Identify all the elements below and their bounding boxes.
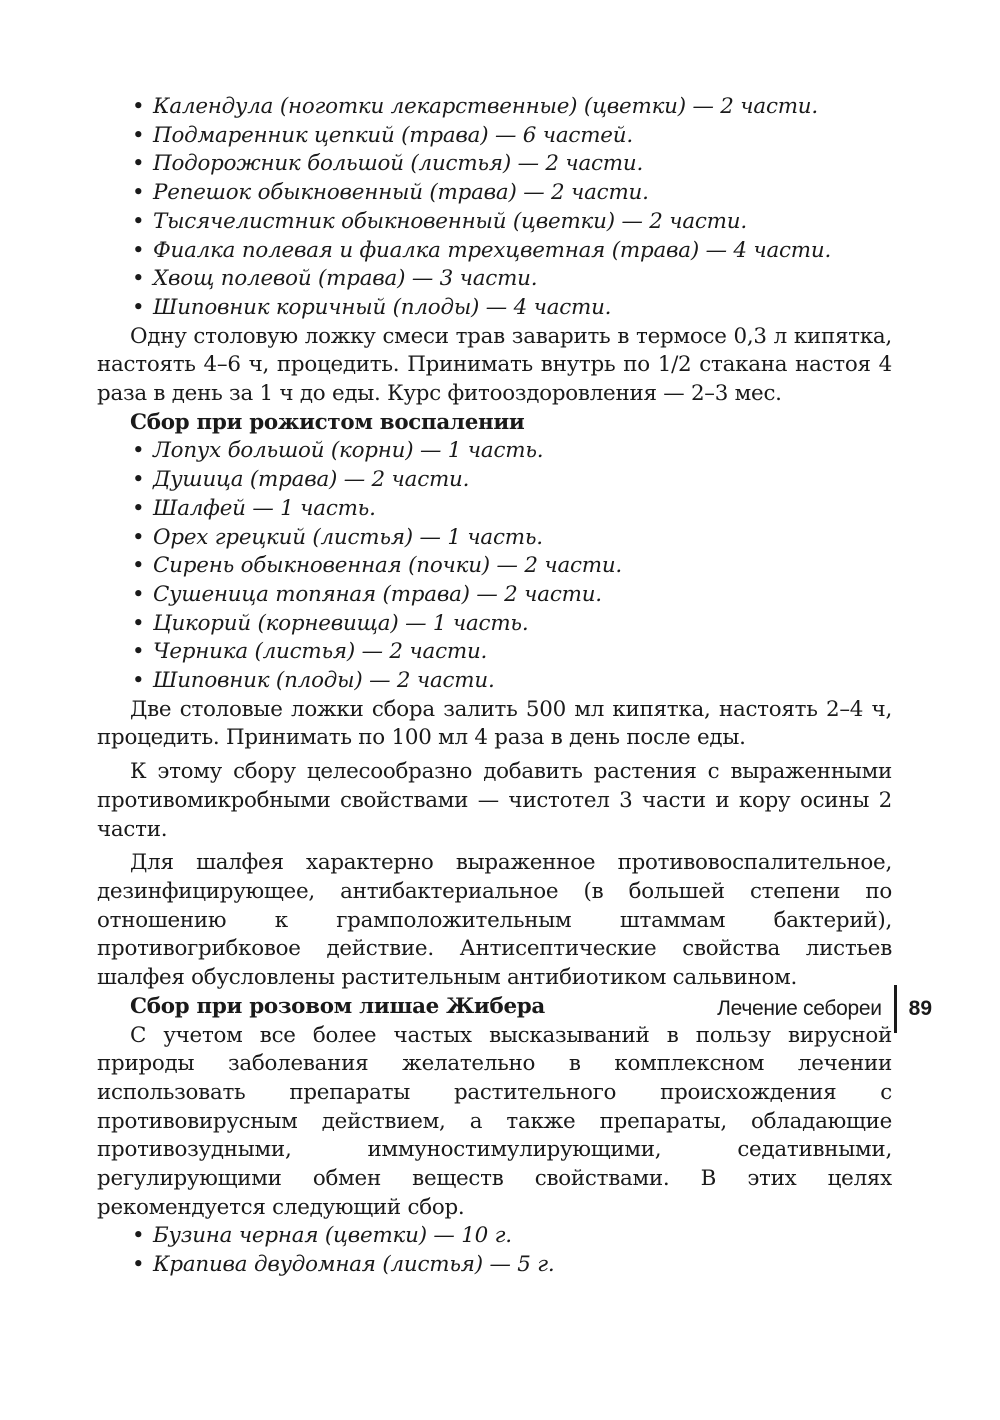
list-item: • Репешок обыкновенный (трава) — 2 части. — [97, 179, 892, 208]
list-item: • Шиповник (плоды) — 2 части. — [97, 667, 892, 696]
herb-list-2 — [97, 437, 892, 695]
section-heading-pityriasis-rosea: Сбор при розовом лишае Жибера — [130, 993, 545, 1019]
list-item: • Крапива двудомная (листья) — 5 г. — [97, 1251, 892, 1280]
paragraph-collection-instructions: Две столовые ложки сбора залить 500 мл кипятка, настоять 2–4 ч, процедить. Принимать по 100 мл 4 раза в день после еды. — [97, 696, 892, 751]
list-item: • Шиповник коричный (плоды) — 4 части. — [97, 294, 892, 323]
list-item: • Тысячелистник обыкновенный (цветки) — 2 части. — [97, 208, 892, 237]
list-item: • Цикорий (корневища) — 1 часть. — [97, 610, 892, 639]
page-number: 89 — [908, 997, 932, 1020]
list-item: • Подорожник большой (листья) — 2 части. — [97, 150, 892, 179]
list-item: • Бузина черная (цветки) — 10 г. — [97, 1222, 892, 1251]
paragraph-additional-plants: К этому сбору целесообразно добавить растения с выраженными противомикробными свойствами — чистотел 3 части и кору осины 2 части. — [97, 759, 892, 842]
herb-list-1 — [97, 93, 892, 323]
list-item: • Сирень обыкновенная (почки) — 2 части. — [97, 552, 892, 581]
list-item: • Фиалка полевая и фиалка трехцветная (трава) — 4 части. — [97, 237, 892, 266]
section-heading-erysipelas: Сбор при рожистом воспалении — [130, 409, 525, 435]
herb-list-3 — [97, 1222, 892, 1279]
list-item: • Лопух большой (корни) — 1 часть. — [97, 437, 892, 466]
list-item: • Шалфей — 1 часть. — [97, 495, 892, 524]
page-body — [97, 93, 892, 1280]
list-item: • Сушеница топяная (трава) — 2 части. — [97, 581, 892, 610]
list-item: • Душица (трава) — 2 части. — [97, 466, 892, 495]
paragraph-infusion-instructions: Одну столовую ложку смеси трав заварить в термосе 0,3 л кипятка, настоять 4–6 ч, процедить. Принимать внутрь по 1/2 стакана настоя 4 раза в день за 1 ч до еды. Курс фитооздоровления — 2–3 мес. — [97, 323, 892, 407]
list-item: • Орех грецкий (листья) — 1 часть. — [97, 524, 892, 553]
list-item: • Черника (листья) — 2 части. — [97, 638, 892, 667]
list-item: • Хвощ полевой (трава) — 3 части. — [97, 265, 892, 294]
paragraph-antiviral-recommendation: С учетом все более частых высказываний в пользу вирусной природы заболевания желательно в комплексном лечении использовать препараты растительного происхождения с противовирусным действием, а также препараты, обладающие противозудными, иммуностимулирующими, седативными, регулирующими обмен веществ свойствами. В этих целях рекомендуется следующий сбор. — [97, 1022, 892, 1220]
paragraph-sage-properties: Для шалфея характерно выраженное противовоспалительное, дезинфицирующее, антибактериальное (в большей степени по отношению к грамположительным штаммам бактерий), противогрибковое действие. Антисептические свойства листьев шалфея обусловлены растительным антибиотиком сальвином. — [97, 850, 892, 991]
page-footer — [717, 985, 932, 1033]
running-title: Лечение себореи — [717, 997, 882, 1020]
list-item: • Календула (ноготки лекарственные) (цветки) — 2 части. — [97, 93, 892, 122]
list-item: • Подмаренник цепкий (трава) — 6 частей. — [97, 122, 892, 151]
